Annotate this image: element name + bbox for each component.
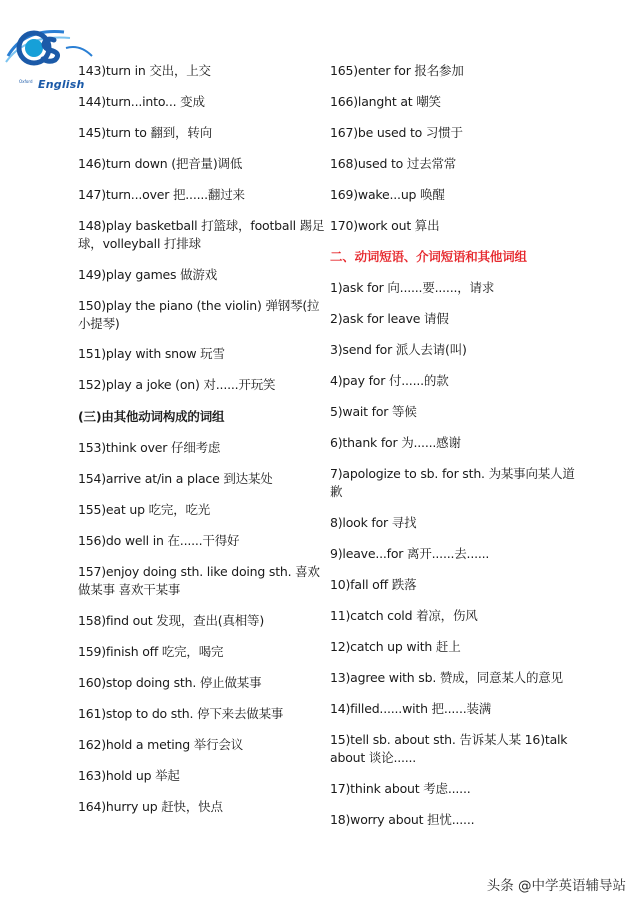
phrase-entry: 17)think about 考虑......: [330, 781, 471, 796]
logo-tiny-text: Oxford: [19, 79, 33, 84]
phrase-entry: 3)send for 派人去请(叫): [330, 342, 467, 357]
phrase-entry: 166)langht at 嘲笑: [330, 94, 441, 109]
phrase-entry: 7)apologize to sb. for sth. 为某事向某人道歉: [330, 466, 575, 499]
phrase-entry: 18)worry about 担忧......: [330, 812, 475, 827]
phrase-entry: 153)think over 仔细考虑: [78, 440, 221, 455]
phrase-entry: 157)enjoy doing sth. like doing sth. 喜欢做某事 喜欢干某事: [78, 564, 320, 597]
phrase-entry: 144)turn...into... 变成: [78, 94, 205, 109]
phrase-entry: 159)finish off 吃完，喝完: [78, 644, 224, 659]
phrase-entry: 146)turn down (把音量)调低: [78, 156, 243, 171]
phrase-entry: 8)look for 寻找: [330, 515, 417, 530]
phrase-entry: 162)hold a meting 举行会议: [78, 737, 243, 752]
section-heading: 二、动词短语、介词短语和其他词组: [330, 249, 527, 264]
phrase-entry: 150)play the piano (the violin) 弹钢琴(拉小提琴): [78, 298, 320, 331]
phrase-entry: 164)hurry up 赶快，快点: [78, 799, 223, 814]
phrase-entry: 156)do well in 在......干得好: [78, 533, 240, 548]
phrase-entry: 147)turn...over 把......翻过来: [78, 187, 245, 202]
phrase-entry: 143)turn in 交出，上交: [78, 63, 211, 78]
phrase-entry: 151)play with snow 玩雪: [78, 346, 225, 361]
phrase-entry: 167)be used to 习惯于: [330, 125, 463, 140]
phrase-entry: 2)ask for leave 请假: [330, 311, 449, 326]
watermark-brand: 头条: [486, 878, 514, 894]
phrase-entry: 6)thank for 为......感谢: [330, 435, 461, 450]
phrase-entry: 168)used to 过去常常: [330, 156, 457, 171]
phrase-entry: 15)tell sb. about sth. 告诉某人某 16)talk about 谈论......: [330, 732, 568, 765]
phrase-entry: 170)work out 算出: [330, 218, 440, 233]
watermark-account: @中学英语辅导站: [518, 878, 626, 894]
phrase-entry: 5)wait for 等候: [330, 404, 417, 419]
phrase-entry: 160)stop doing sth. 停止做某事: [78, 675, 262, 690]
phrase-entry: 149)play games 做游戏: [78, 267, 218, 282]
phrase-entry: 148)play basketball 打篮球，football 踢足球，volleyball 打排球: [78, 218, 325, 251]
phrase-entry: 14)filled......with 把......装满: [330, 701, 492, 716]
phrase-entry: 1)ask for 向......要......，请求: [330, 280, 495, 295]
phrase-entry: 169)wake...up 唤醒: [330, 187, 445, 202]
phrase-entry: 13)agree with sb. 赞成，同意某人的意见: [330, 670, 563, 685]
watermark: [487, 874, 626, 894]
phrase-entry: 4)pay for 付......的款: [330, 373, 449, 388]
phrase-entry: 155)eat up 吃完，吃光: [78, 502, 211, 517]
phrase-entry: 161)stop to do sth. 停下来去做某事: [78, 706, 284, 721]
phrase-entry: 154)arrive at/in a place 到达某处: [78, 471, 273, 486]
phrase-entry: 12)catch up with 赶上: [330, 639, 461, 654]
phrase-entry: 9)leave...for 离开......去......: [330, 546, 490, 561]
phrase-entry: 11)catch cold 着凉，伤风: [330, 608, 478, 623]
phrase-entry: 10)fall off 跌落: [330, 577, 417, 592]
phrase-entry: 158)find out 发现，查出(真相等): [78, 613, 265, 628]
phrase-entry: 145)turn to 翻到，转向: [78, 125, 212, 140]
phrase-entry: 152)play a joke (on) 对......开玩笑: [78, 377, 276, 392]
section-heading: (三)由其他动词构成的词组: [78, 409, 225, 424]
phrase-entry: 163)hold up 举起: [78, 768, 180, 783]
logo-brand-text: English: [38, 78, 85, 91]
phrase-entry: 165)enter for 报名参加: [330, 63, 464, 78]
